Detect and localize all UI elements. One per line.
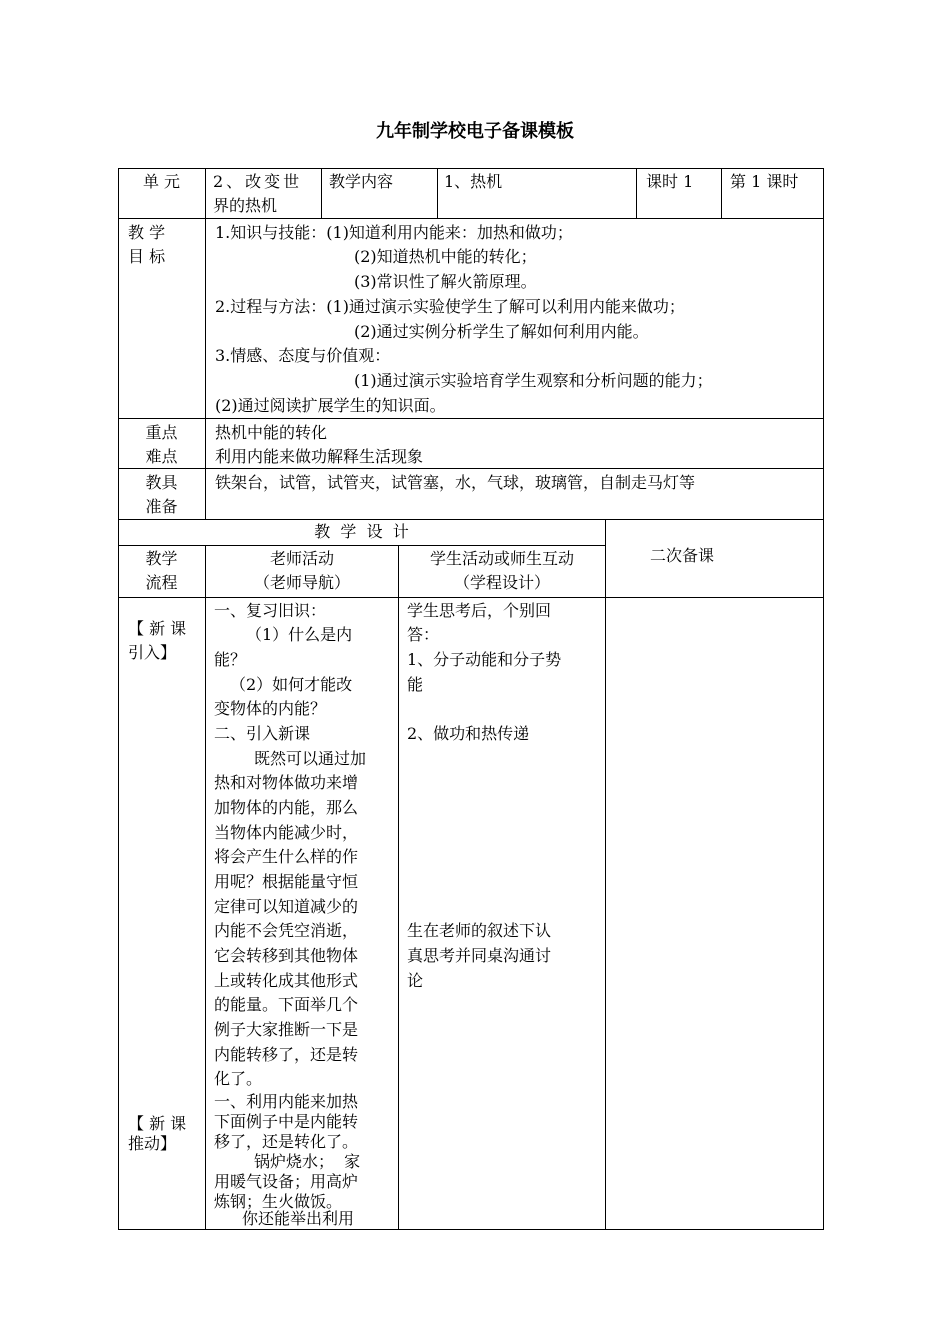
col-divider bbox=[205, 545, 206, 1230]
period-value: 第 1 课时 bbox=[730, 172, 799, 191]
key-points-label: 重点 bbox=[145, 423, 178, 442]
student-line: 真思考并同桌沟通讨 bbox=[407, 946, 552, 965]
design-header: 教 学 设 计 bbox=[314, 522, 409, 541]
key-point: 热机中能的转化 bbox=[215, 423, 328, 442]
teacher-line: 一、利用内能来加热 bbox=[214, 1092, 359, 1111]
student-line: 2、做功和热传递 bbox=[407, 724, 530, 743]
row-divider bbox=[118, 597, 824, 598]
col-divider bbox=[636, 168, 637, 218]
student-line: 1、分子动能和分子势 bbox=[407, 650, 562, 669]
tools-label: 教具 bbox=[145, 473, 178, 492]
teacher-line: 你还能举出利用 bbox=[242, 1209, 355, 1228]
objectives-label: 目 标 bbox=[128, 247, 166, 266]
row-divider bbox=[118, 545, 605, 546]
unit-value: 2、改变世 bbox=[213, 172, 303, 191]
col-divider bbox=[437, 168, 438, 218]
teacher-line: 热和对物体做功来增 bbox=[214, 773, 359, 792]
content-label: 教学内容 bbox=[329, 172, 394, 191]
table-border-top bbox=[118, 168, 824, 169]
table-border-left bbox=[118, 168, 119, 1230]
teacher-line: 变物体的内能？ bbox=[214, 699, 327, 718]
col-divider bbox=[205, 168, 206, 519]
period-label: 课时 1 bbox=[646, 172, 694, 191]
teacher-line: 能？ bbox=[214, 650, 247, 669]
objective-line: 3.情感、态度与价值观： bbox=[215, 346, 391, 365]
student-line: 答： bbox=[407, 625, 440, 644]
objective-line: (2)通过实例分析学生了解如何利用内能。 bbox=[354, 322, 649, 341]
teacher-line: 定律可以知道减少的 bbox=[214, 897, 359, 916]
teacher-line: 它会转移到其他物体 bbox=[214, 946, 359, 965]
col-divider bbox=[398, 545, 399, 1230]
teacher-line: 移了，还是转化了。 bbox=[214, 1132, 359, 1151]
teacher-line: （2）如何才能改 bbox=[230, 675, 353, 694]
teacher-line: 二、引入新课 bbox=[214, 724, 311, 743]
objectives-label: 教 学 bbox=[128, 223, 166, 242]
flow-label: 流程 bbox=[145, 573, 178, 592]
teacher-line: 例子大家推断一下是 bbox=[214, 1020, 359, 1039]
table-border-right bbox=[823, 168, 824, 1230]
flow-intro-label: 【 新 课 bbox=[128, 619, 187, 638]
teacher-line: 一、复习旧识： bbox=[214, 601, 327, 620]
teacher-line: 的能量。下面举几个 bbox=[214, 995, 359, 1014]
teacher-line: 下面例子中是内能转 bbox=[214, 1112, 359, 1131]
tools-label: 准备 bbox=[145, 497, 178, 516]
flow-push-label: 【 新 课 bbox=[128, 1114, 187, 1133]
student-line: 论 bbox=[407, 971, 424, 990]
teacher-line: 当物体内能减少时， bbox=[214, 823, 359, 842]
teacher-line: 炼钢；生火做饭。 bbox=[214, 1192, 343, 1211]
unit-value: 界的热机 bbox=[213, 196, 278, 215]
teacher-line: 内能转移了，还是转 bbox=[214, 1045, 359, 1064]
table-border-bottom bbox=[118, 1229, 824, 1230]
objective-line: (2)通过阅读扩展学生的知识面。 bbox=[215, 396, 446, 415]
flow-label: 教学 bbox=[145, 549, 178, 568]
teacher-line: 用呢？根据能量守恒 bbox=[214, 872, 359, 891]
student-activity-label: 学生活动或师生互动 bbox=[429, 549, 574, 568]
teacher-line: 将会产生什么样的作 bbox=[214, 847, 359, 866]
objective-line: (3)常识性了解火箭原理。 bbox=[354, 272, 537, 291]
teacher-line: 化了。 bbox=[214, 1069, 263, 1088]
student-line: 生在老师的叙述下认 bbox=[407, 921, 552, 940]
teacher-line: 上或转化成其他形式 bbox=[214, 971, 359, 990]
difficult-point: 利用内能来做功解释生活现象 bbox=[215, 447, 424, 466]
col-divider bbox=[721, 168, 722, 218]
unit-label: 单 元 bbox=[142, 172, 181, 191]
objective-line: 1.知识与技能：(1)知道利用内能来：加热和做功； bbox=[215, 223, 573, 242]
tools-value: 铁架台，试管，试管夹，试管塞，水，气球，玻璃管，自制走马灯等 bbox=[215, 473, 696, 492]
col-divider bbox=[321, 168, 322, 218]
page-title: 九年制学校电子备课模板 bbox=[376, 121, 574, 142]
teacher-activity-label: （老师导航） bbox=[253, 573, 350, 592]
teacher-line: （1）什么是内 bbox=[246, 625, 353, 644]
objective-line: (1)通过演示实验培育学生观察和分析问题的能力； bbox=[354, 371, 713, 390]
key-points-label: 难点 bbox=[145, 447, 178, 466]
content-value: 1、热机 bbox=[444, 172, 503, 191]
teacher-activity-label: 老师活动 bbox=[269, 549, 334, 568]
teacher-line: 用暖气设备；用高炉 bbox=[214, 1172, 359, 1191]
second-prep-label: 二次备课 bbox=[649, 546, 714, 565]
teacher-line: 内能不会凭空消逝， bbox=[214, 921, 359, 940]
objective-line: 2.过程与方法：(1)通过演示实验使学生了解可以利用内能来做功； bbox=[215, 297, 685, 316]
student-activity-label: （学程设计） bbox=[453, 573, 550, 592]
teacher-line: 既然可以通过加 bbox=[254, 749, 367, 768]
lesson-plan-table bbox=[118, 168, 824, 1230]
col-divider bbox=[605, 519, 606, 1230]
flow-push-label: 推动】 bbox=[128, 1134, 177, 1153]
flow-intro-label: 引入】 bbox=[128, 643, 177, 662]
teacher-line: 加物体的内能，那么 bbox=[214, 798, 359, 817]
objective-line: (2)知道热机中能的转化； bbox=[354, 247, 537, 266]
student-line: 能 bbox=[407, 675, 424, 694]
student-line: 学生思考后，个别回 bbox=[407, 601, 552, 620]
teacher-line: 锅炉烧水； 家 bbox=[254, 1152, 361, 1171]
